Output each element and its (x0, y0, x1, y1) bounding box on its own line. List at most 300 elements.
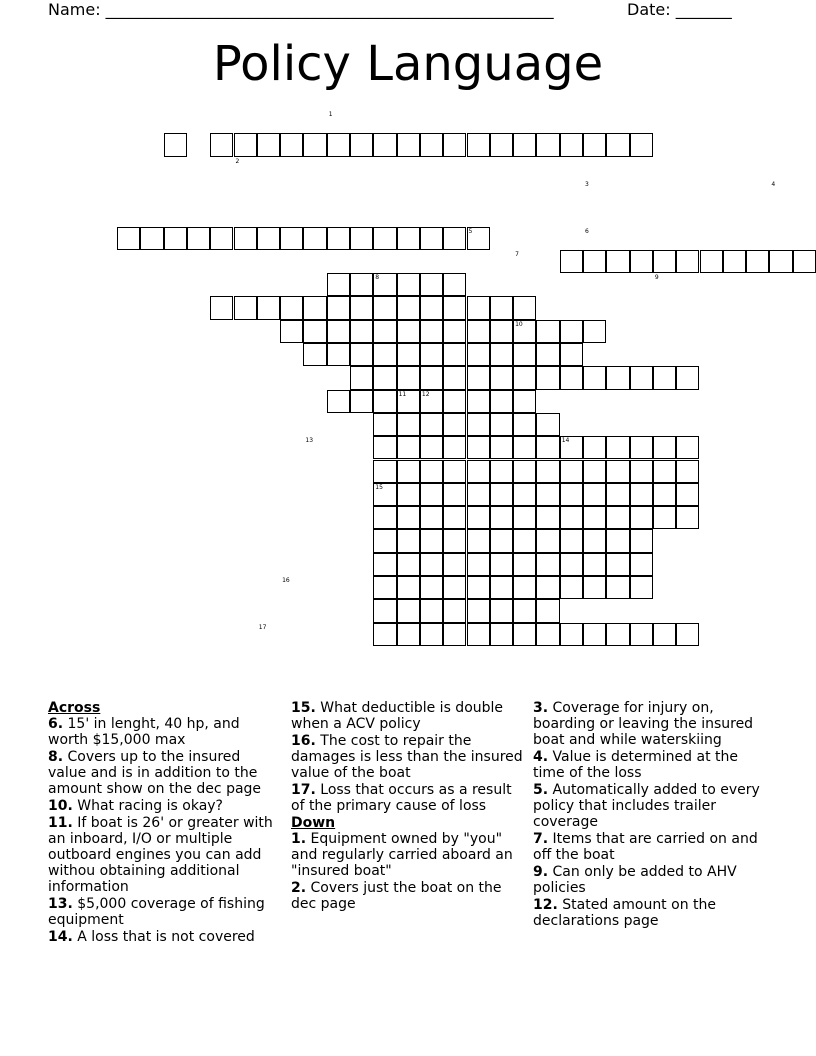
clue-number-label: 11 (398, 390, 407, 398)
crossword-cell[interactable] (630, 576, 653, 599)
crossword-cell[interactable] (280, 296, 303, 319)
crossword-cell[interactable] (397, 366, 420, 389)
crossword-cell[interactable] (117, 227, 140, 250)
crossword-cell[interactable] (583, 483, 606, 506)
crossword-cell[interactable] (606, 460, 629, 483)
crossword-cell[interactable] (443, 576, 466, 599)
clue-item (48, 929, 276, 945)
crossword-cell[interactable] (490, 436, 513, 459)
clue-number: 5. (533, 782, 549, 798)
crossword-cell[interactable] (443, 599, 466, 622)
clue-number-label: 15 (375, 483, 383, 491)
crossword-cell[interactable] (164, 133, 187, 156)
clue-text: Automatically added to every policy that includes trailer coverage (533, 782, 760, 830)
crossword-cell[interactable] (606, 576, 629, 599)
crossword-cell[interactable] (420, 623, 443, 646)
crossword-cell[interactable] (583, 506, 606, 529)
name-field-label: Name: ________________________________________________________ (48, 0, 554, 19)
crossword-cell[interactable] (653, 483, 676, 506)
crossword-cell[interactable] (536, 529, 559, 552)
crossword-cell[interactable] (397, 413, 420, 436)
clue-item (291, 700, 523, 732)
crossword-cell[interactable] (513, 483, 536, 506)
crossword-cell[interactable] (420, 320, 443, 343)
crossword-cell[interactable] (630, 133, 653, 156)
crossword-cell[interactable] (327, 343, 350, 366)
crossword-cell[interactable] (397, 227, 420, 250)
crossword-cell[interactable] (443, 553, 466, 576)
crossword-cell[interactable] (420, 553, 443, 576)
clue-number: 15. (291, 700, 316, 716)
crossword-cell[interactable] (513, 529, 536, 552)
crossword-cell[interactable] (653, 623, 676, 646)
crossword-cell[interactable] (303, 343, 326, 366)
clue-text: Items that are carried on and off the boat (533, 831, 758, 863)
crossword-cell[interactable] (630, 553, 653, 576)
clue-number: 2. (291, 880, 307, 896)
crossword-cell[interactable] (350, 133, 373, 156)
crossword-cell[interactable] (490, 296, 513, 319)
crossword-cell[interactable] (467, 413, 490, 436)
clue-item (291, 880, 523, 912)
crossword-cell[interactable] (490, 133, 513, 156)
crossword-cell[interactable] (327, 296, 350, 319)
crossword-cell[interactable] (630, 250, 653, 273)
clue-number: 1. (291, 831, 307, 847)
crossword-cell[interactable] (373, 320, 396, 343)
crossword-cell[interactable] (606, 529, 629, 552)
clues-column-1 (48, 700, 276, 946)
crossword-cell[interactable] (536, 343, 559, 366)
clue-item (48, 716, 276, 748)
crossword-cell[interactable] (513, 366, 536, 389)
crossword-cell[interactable] (560, 366, 583, 389)
clue-number-label: 3 (585, 180, 589, 188)
crossword-cell[interactable] (560, 506, 583, 529)
crossword-cell[interactable] (373, 576, 396, 599)
crossword-cell[interactable] (490, 460, 513, 483)
crossword-cell[interactable] (606, 250, 629, 273)
crossword-cell[interactable] (350, 296, 373, 319)
crossword-cell[interactable] (583, 460, 606, 483)
crossword-cell[interactable] (350, 343, 373, 366)
crossword-cell[interactable] (606, 506, 629, 529)
clue-number-label: 17 (258, 623, 267, 631)
crossword-cell[interactable] (467, 623, 490, 646)
down-heading: Down (291, 815, 336, 831)
crossword-cell[interactable] (536, 413, 559, 436)
crossword-cell[interactable] (373, 366, 396, 389)
crossword-cell[interactable] (420, 483, 443, 506)
crossword-cell[interactable] (513, 413, 536, 436)
crossword-cell[interactable] (373, 390, 396, 413)
clue-number: 4. (533, 749, 549, 765)
crossword-cell[interactable] (303, 296, 326, 319)
crossword-cell[interactable] (420, 599, 443, 622)
clue-item (48, 749, 276, 797)
crossword-cell[interactable] (490, 506, 513, 529)
crossword-cell[interactable] (513, 390, 536, 413)
crossword-cell[interactable] (327, 227, 350, 250)
crossword-cell[interactable] (583, 250, 606, 273)
crossword-cell[interactable] (467, 529, 490, 552)
crossword-cell[interactable] (373, 436, 396, 459)
crossword-cell[interactable] (443, 623, 466, 646)
crossword-cell[interactable] (606, 553, 629, 576)
clue-number-label: 6 (585, 227, 589, 235)
crossword-cell[interactable] (373, 553, 396, 576)
clue-text: What deductible is double when a ACV policy (291, 700, 504, 732)
crossword-cell[interactable] (676, 460, 699, 483)
crossword-cell[interactable] (536, 460, 559, 483)
crossword-cell[interactable] (653, 366, 676, 389)
clue-number-label: 14 (561, 437, 570, 445)
crossword-cell[interactable] (490, 320, 513, 343)
crossword-cell[interactable] (653, 460, 676, 483)
crossword-cell[interactable] (443, 390, 466, 413)
crossword-cell[interactable] (560, 250, 583, 273)
clue-item (291, 733, 523, 781)
clue-number: 12. (533, 897, 558, 913)
clue-number: 8. (48, 749, 64, 765)
crossword-cell[interactable] (210, 227, 233, 250)
crossword-cell[interactable] (397, 529, 420, 552)
clue-item (533, 749, 768, 781)
clue-number: 10. (48, 798, 73, 814)
crossword-cell[interactable] (653, 436, 676, 459)
clue-number: 7. (533, 831, 549, 847)
crossword-cell[interactable] (257, 296, 280, 319)
crossword-cell[interactable] (560, 553, 583, 576)
clue-item (48, 798, 276, 814)
crossword-cell[interactable] (583, 576, 606, 599)
crossword-cell[interactable] (373, 529, 396, 552)
crossword-cell[interactable] (303, 227, 326, 250)
crossword-cell[interactable] (373, 296, 396, 319)
crossword-cell[interactable] (467, 483, 490, 506)
clue-number: 13. (48, 896, 73, 912)
crossword-cell[interactable] (560, 320, 583, 343)
crossword-cell[interactable] (397, 483, 420, 506)
crossword-cell[interactable] (327, 133, 350, 156)
crossword-cell[interactable] (606, 436, 629, 459)
crossword-cell[interactable] (420, 343, 443, 366)
crossword-cell[interactable] (490, 343, 513, 366)
crossword-cell[interactable] (397, 273, 420, 296)
crossword-cell[interactable] (560, 623, 583, 646)
crossword-cell[interactable] (350, 273, 373, 296)
crossword-cell[interactable] (443, 133, 466, 156)
crossword-cell[interactable] (513, 436, 536, 459)
crossword-cell[interactable] (700, 250, 723, 273)
crossword-cell[interactable] (373, 343, 396, 366)
crossword-cell[interactable] (397, 553, 420, 576)
crossword-cell[interactable] (280, 133, 303, 156)
crossword-cell[interactable] (560, 133, 583, 156)
crossword-cell[interactable] (583, 553, 606, 576)
crossword-cell[interactable] (420, 436, 443, 459)
crossword-cell[interactable] (630, 506, 653, 529)
crossword-cell[interactable] (606, 623, 629, 646)
crossword-cell[interactable] (490, 390, 513, 413)
crossword-cell[interactable] (490, 366, 513, 389)
crossword-cell[interactable] (397, 296, 420, 319)
crossword-cell[interactable] (513, 576, 536, 599)
crossword-cell[interactable] (513, 553, 536, 576)
crossword-cell[interactable] (257, 227, 280, 250)
crossword-cell[interactable] (280, 227, 303, 250)
crossword-cell[interactable] (513, 599, 536, 622)
clue-item (533, 700, 768, 748)
crossword-cell[interactable] (397, 343, 420, 366)
crossword-cell[interactable] (583, 366, 606, 389)
crossword-cell[interactable] (327, 390, 350, 413)
crossword-cell[interactable] (443, 413, 466, 436)
crossword-cell[interactable] (536, 366, 559, 389)
crossword-cell[interactable] (443, 483, 466, 506)
clue-number-label: 5 (468, 227, 473, 235)
crossword-cell[interactable] (536, 483, 559, 506)
crossword-cell[interactable] (397, 320, 420, 343)
crossword-cell[interactable] (630, 623, 653, 646)
crossword-cell[interactable] (280, 320, 303, 343)
crossword-cell[interactable] (676, 623, 699, 646)
crossword-cell[interactable] (397, 576, 420, 599)
crossword-cell[interactable] (513, 133, 536, 156)
crossword-cell[interactable] (373, 413, 396, 436)
clue-text: A loss that is not covered (72, 929, 255, 945)
crossword-cell[interactable] (420, 506, 443, 529)
crossword-cell[interactable] (583, 623, 606, 646)
clue-text: Covers just the boat on the dec page (291, 880, 502, 912)
crossword-cell[interactable] (397, 623, 420, 646)
crossword-cell[interactable] (536, 576, 559, 599)
crossword-cell[interactable] (630, 460, 653, 483)
crossword-cell[interactable] (187, 227, 210, 250)
crossword-cell[interactable] (467, 553, 490, 576)
crossword-cell[interactable] (769, 250, 792, 273)
crossword-cell[interactable] (513, 623, 536, 646)
crossword-cell[interactable] (420, 296, 443, 319)
clue-item (291, 782, 523, 814)
clue-number-label: 7 (515, 250, 519, 258)
crossword-cell[interactable] (723, 250, 746, 273)
crossword-cell[interactable] (560, 460, 583, 483)
clue-number-label: 1 (328, 111, 333, 118)
crossword-cell[interactable] (303, 133, 326, 156)
crossword-cell[interactable] (443, 273, 466, 296)
clue-number-label: 13 (305, 437, 314, 445)
crossword-cell[interactable] (490, 576, 513, 599)
crossword-cell[interactable] (420, 133, 443, 156)
crossword-cell[interactable] (513, 506, 536, 529)
crossword-cell[interactable] (443, 296, 466, 319)
clue-text: Equipment owned by "you" and regularly carried aboard an "insured boat" (291, 831, 513, 879)
clue-text: Can only be added to AHV policies (533, 864, 737, 896)
crossword-cell[interactable] (373, 599, 396, 622)
clue-number-label: 8 (375, 274, 380, 282)
clues-column-2 (291, 700, 523, 913)
crossword-cell[interactable] (630, 366, 653, 389)
crossword-cell[interactable] (676, 506, 699, 529)
crossword-cell[interactable] (303, 320, 326, 343)
crossword-cell[interactable] (467, 366, 490, 389)
clue-number: 9. (533, 864, 549, 880)
crossword-cell[interactable] (443, 529, 466, 552)
crossword-cell[interactable] (793, 250, 816, 273)
crossword-cell[interactable] (467, 320, 490, 343)
crossword-cell[interactable] (513, 296, 536, 319)
crossword-cell[interactable] (676, 483, 699, 506)
crossword-cell[interactable] (676, 436, 699, 459)
clue-item (533, 897, 768, 929)
crossword-cell[interactable] (443, 366, 466, 389)
page-title: Policy Language (212, 36, 604, 92)
crossword-cell[interactable] (327, 320, 350, 343)
crossword-cell[interactable] (676, 250, 699, 273)
crossword-cell[interactable] (490, 529, 513, 552)
crossword-cell[interactable] (164, 227, 187, 250)
crossword-cell[interactable] (443, 506, 466, 529)
crossword-cell[interactable] (490, 413, 513, 436)
clue-number: 14. (48, 929, 73, 945)
crossword-cell[interactable] (467, 506, 490, 529)
crossword-cell[interactable] (373, 133, 396, 156)
crossword-cell[interactable] (420, 576, 443, 599)
crossword-cell[interactable] (373, 460, 396, 483)
crossword-cell[interactable] (373, 227, 396, 250)
clue-text: Value is determined at the time of the loss (533, 749, 738, 781)
crossword-cell[interactable] (536, 623, 559, 646)
crossword-cell[interactable] (606, 483, 629, 506)
crossword-cell[interactable] (140, 227, 163, 250)
crossword-cell[interactable] (443, 320, 466, 343)
crossword-cell[interactable] (490, 599, 513, 622)
crossword-cell[interactable] (583, 529, 606, 552)
crossword-cell[interactable] (350, 320, 373, 343)
crossword-cell[interactable] (234, 133, 257, 156)
crossword-cell[interactable] (536, 553, 559, 576)
across-heading: Across (48, 700, 101, 716)
crossword-cell[interactable] (746, 250, 769, 273)
clue-number-label: 9 (654, 274, 659, 282)
crossword-cell[interactable] (397, 460, 420, 483)
crossword-cell[interactable] (210, 296, 233, 319)
crossword-cell[interactable] (397, 506, 420, 529)
clue-number: 3. (533, 700, 549, 716)
crossword-cell[interactable] (560, 483, 583, 506)
crossword-cell[interactable] (210, 133, 233, 156)
clue-text: What racing is okay? (72, 798, 223, 814)
crossword-cell[interactable] (676, 366, 699, 389)
crossword-cell[interactable] (350, 390, 373, 413)
clue-number-label: 4 (771, 180, 776, 188)
crossword-cell[interactable] (443, 436, 466, 459)
crossword-cell[interactable] (467, 296, 490, 319)
crossword-cell[interactable] (630, 436, 653, 459)
crossword-cell[interactable] (350, 227, 373, 250)
crossword-cell[interactable] (420, 227, 443, 250)
crossword-cell[interactable] (420, 273, 443, 296)
crossword-cell[interactable] (560, 529, 583, 552)
crossword-cell[interactable] (467, 390, 490, 413)
crossword-cell[interactable] (560, 576, 583, 599)
crossword-cell[interactable] (443, 227, 466, 250)
crossword-cell[interactable] (490, 483, 513, 506)
crossword-cell[interactable] (420, 413, 443, 436)
crossword-cell[interactable] (373, 623, 396, 646)
clue-text: Covers up to the insured value and is in addition to the amount show on the dec page (48, 749, 262, 797)
clue-number-label: 2 (235, 157, 240, 165)
crossword-cell[interactable] (630, 483, 653, 506)
clues-column-3 (533, 700, 768, 930)
crossword-cell[interactable] (536, 506, 559, 529)
clue-item (533, 864, 768, 896)
crossword-cell[interactable] (327, 273, 350, 296)
crossword-cell[interactable] (583, 320, 606, 343)
crossword-cell[interactable] (583, 133, 606, 156)
crossword-cell[interactable] (397, 436, 420, 459)
crossword-cell[interactable] (513, 460, 536, 483)
crossword-cell[interactable] (443, 343, 466, 366)
crossword-cell[interactable] (490, 553, 513, 576)
crossword-cell[interactable] (536, 599, 559, 622)
crossword-cell[interactable] (257, 133, 280, 156)
crossword-cell[interactable] (234, 296, 257, 319)
clue-text: $5,000 coverage of fishing equipment (48, 896, 265, 928)
crossword-cell[interactable] (443, 460, 466, 483)
crossword-cell[interactable] (560, 343, 583, 366)
crossword-cell[interactable] (350, 366, 373, 389)
clue-text: Coverage for injury on, boarding or leaving the insured boat and while waterskiing (533, 700, 754, 748)
crossword-cell[interactable] (653, 506, 676, 529)
crossword-cell[interactable] (490, 623, 513, 646)
crossword-cell[interactable] (467, 599, 490, 622)
clue-item (533, 831, 768, 863)
crossword-cell[interactable] (467, 436, 490, 459)
clue-text: If boat is 26' or greater with an inboard, I/O or multiple outboard engines you can add withou obtaining additional information (48, 815, 273, 895)
crossword-cell[interactable] (583, 436, 606, 459)
crossword-cell[interactable] (630, 529, 653, 552)
clue-text: 15' in lenght, 40 hp, and worth $15,000 max (48, 716, 240, 748)
clue-number: 16. (291, 733, 316, 749)
crossword-cell[interactable] (513, 343, 536, 366)
clue-number-label: 16 (282, 577, 290, 584)
clue-item (533, 782, 768, 830)
crossword-cell[interactable] (653, 250, 676, 273)
crossword-cell[interactable] (373, 506, 396, 529)
crossword-cell[interactable] (467, 576, 490, 599)
crossword-cell[interactable] (467, 460, 490, 483)
crossword-cell[interactable] (234, 227, 257, 250)
crossword-cell[interactable] (467, 343, 490, 366)
crossword-cell[interactable] (536, 436, 559, 459)
crossword-cell[interactable] (420, 529, 443, 552)
crossword-cell[interactable] (467, 133, 490, 156)
clue-number: 17. (291, 782, 316, 798)
clue-number: 6. (48, 716, 64, 732)
crossword-cell[interactable] (606, 366, 629, 389)
crossword-cell[interactable] (536, 133, 559, 156)
crossword-cell[interactable] (397, 599, 420, 622)
crossword-cell[interactable] (397, 133, 420, 156)
crossword-cell[interactable] (606, 133, 629, 156)
crossword-cell[interactable] (420, 460, 443, 483)
clue-item (48, 815, 276, 895)
crossword-cell[interactable] (420, 366, 443, 389)
crossword-cell[interactable] (536, 320, 559, 343)
date-field-label: Date: _______ (627, 0, 732, 19)
